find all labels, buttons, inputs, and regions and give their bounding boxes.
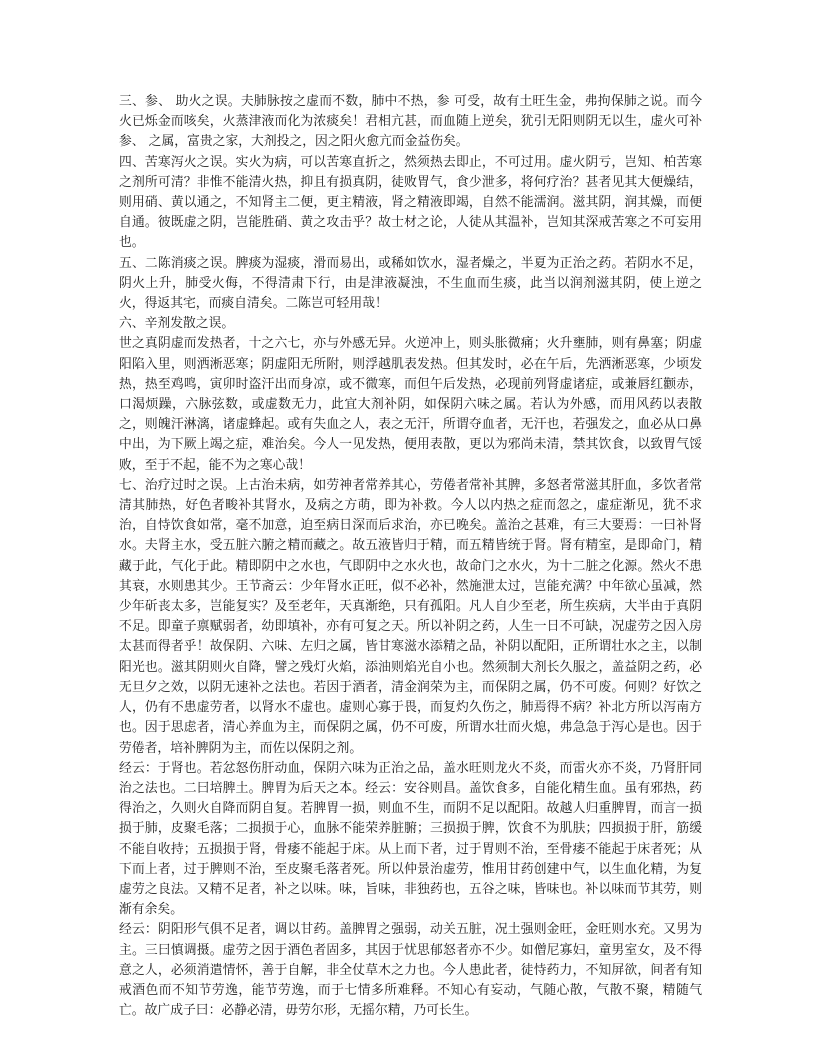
- paragraph-bitter-cold-error: 四、苦寒泻火之误。实火为病，可以苦寒直折之，然须热去即止，不可过用。虚火阴亏，岂知、柏苦寒之剂所可清？非惟不能清火热，抑且有损真阴，徒败胃气，食少泄多，将何疗治？甚者见其大便燥结，则用硝、黄以通之，不知肾主二便，更主精液，肾之精液即竭，自然不能濡润。滋其阴，润其燥，而便自通。彼既虚之阴，岂能胜硝、黄之攻击乎？故士材之论，人徒从其温补，岂知其深戒苦寒之不可妄用也。: [119, 154, 702, 251]
- paragraph-treatment-timing-error: 七、治疗过时之误。上古治未病，如劳神者常养其心，劳倦者常补其脾，多怒者常滋其肝血，多饮者常清其肺热，好色者畯补其肾水，及病之方萌，即为补救。今人以内热之症而忽之，虚症渐见，犹不求治，自恃饮食如常，毫不加意，迫至病日深而后求治，亦已晚矣。盖治之甚难，有三大要焉：一曰补肾水。夫肾主水，受五脏六腑之精而藏之。故五液皆归于精，而五精皆统于肾。肾有精室，是即命门，精藏于此，气化于此。精即阴中之水也，气即阴中之水火也，故命门之水火，为十二脏之化源。然火不患其衰，水则患其少。王节斋云：少年肾水正旺，似不必补，然施泄太过，岂能充满？中年欲心虽减，然少年斫丧太多，岂能复实？及至老年，天真渐绝，只有孤阳。凡人自少至老，所生疾病，大半由于真阴不足。即童子禀赋弱者，幼即填补，亦有可复之天。所以补阴之药，人生一日不可缺，况虚劳之因入房太甚而得者乎！故保阴、六味、左归之属，皆甘寒滋水添精之品，补阴以配阳，正所谓壮水之主，以制阳光也。滋其阴则火自降，譬之残灯火焰，添油则焰光自小也。然须制大剂长久服之，盖益阴之药，必无旦夕之效，以阴无速补之法也。若因于酒者，清金润荣为主，而保阴之属，仍不可废。何则？好饮之人，仍有不患虚劳者，以肾水不虚也。虚则心寡于畏，而复灼久伤之，肺焉得不病？补北方所以泻南方也。因于思虑者，清心养血为主，而保阴之属，仍不可废，所谓水壮而火熄，弗急急于泻心是也。因于劳倦者，培补脾阴为主，而佐以保阴之剂。: [119, 477, 702, 756]
- paragraph-ginseng-error: 三、参、 助火之误。夫肺脉按之虚而不数，肺中不热，参 可受，故有土旺生金，弗拘保肺之说。而今火已烁金而咳矣，火蒸津液而化为浓痰矣！君相亢甚，而血随上逆矣，犹引无阳则阴无以生，虚火可补参、 之属，富贵之家，大剂投之，因之阳火愈亢而金益伤矣。: [119, 94, 702, 150]
- paragraph-spleen-earth: 经云：于肾也。若忿怒伤肝动血，保阴六味为正治之品，盖水旺则龙火不炎，而雷火亦不炎，乃肾肝同治之法也。二曰培脾土。脾胃为后天之本。经云：安谷则昌。盖饮食多，自能化精生血。虽有邪热，药得治之，久则火自降而阴自复。若脾胃一损，则血不生，而阴不足以配阳。故越人归重脾胃，而言一损损于肺，皮聚毛落；二损损于心，血脉不能荣养脏腑；三损损于脾，饮食不为肌肤；四损损于肝，筋缓不能自收持；五损损于肾，骨痿不能起于床。从上而下者，过于胃则不治，至骨痿不能起于床者死；从下而上者，过于脾则不治，至皮聚毛落者死。所以仲景治虚劳，惟用甘药创建中气，以生血化精，为复虚劳之良法。又精不足者，补之以味。味，旨味，非独药也，五谷之味，皆味也。补以味而节其劳，则渐有余矣。: [119, 760, 702, 918]
- section-heading-pungent-error: 六、辛剂发散之误。: [119, 316, 235, 332]
- document-page: [119, 92, 702, 1021]
- paragraph-careful-regulation: 经云：阴阳形气俱不足者，调以甘药。盖脾胃之强弱，动关五脏，况土强则金旺，金旺则水充。又男为主。三曰慎调摄。虚劳之因于酒色者固多，其因于忧思郁怒者亦不少。如僧尼寡妇，童男室女，及不得意之人，必须消遣情怀，善于自解，非全仗草木之力也。今人患此者，徒恃药力，不知屏欲，间者有知戒酒色而不知节劳逸，能节劳逸，而于七情多所难释。不知心有妄动，气随心散，气散不聚，精随气亡。故广成子曰：必静必清，毋劳尔形，无摇尔精，乃可长生。: [119, 922, 702, 1019]
- paragraph-yin-deficiency-fever: 世之真阴虚而发热者，十之六七，亦与外感无异。火逆冲上，则头胀微痛；火升壅肺，则有鼻塞；阴虚阳陷入里，则洒淅恶寒；阴虚阳无所附，则浮越肌表发热。但其发时，必在午后，先洒淅恶寒，少顷发热，热至鸡鸣，寅卯时盗汗出而身凉，或不微寒，而但午后发热，必现前列肾虚诸症，或兼唇红颧赤，口渴烦躁，六脉弦数，或虚数无力，此宜大剂补阴，如保阴六味之属。若认为外感，而用风药以表散之，则魄汗淋漓，诸虚蜂起。或有失血之人，表之无汗，所谓夺血者，无汗也，若强发之，血必从口鼻中出，为下厥上竭之症，难治矣。今人一见发热，便用表散，更以为邪尚未清，禁其饮食，以致胃气馁败，至于不起，能不为之寒心哉！: [119, 336, 702, 473]
- paragraph-phlegm-error: 五、二陈消痰之误。脾痰为湿痰，滑而易出，或稀如饮水，湿者燥之，半夏为正治之药。若阴水不足，阴火上升，肺受火侮，不得清肃下行，由是津液凝浊，不生血而生痰，此当以润剂滋其阴，使上逆之火，得返其宅，而痰自清矣。二陈岂可轻用哉！: [119, 255, 702, 312]
